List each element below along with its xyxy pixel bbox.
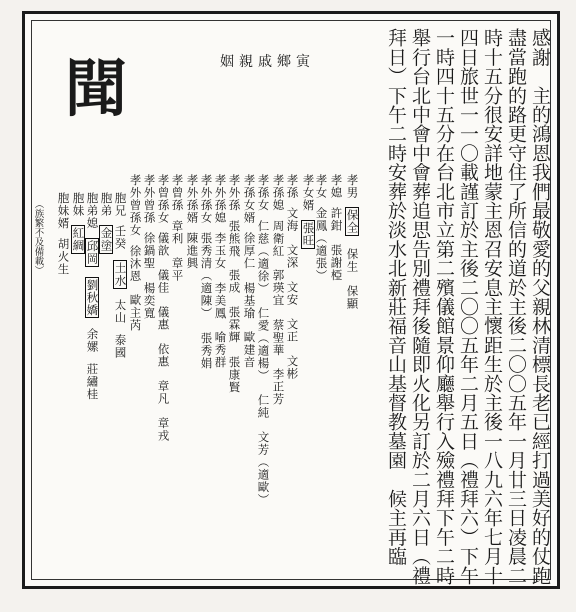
- family-name: 保全: [345, 209, 360, 234]
- family-name: 章凡: [156, 380, 171, 405]
- title-character: 聞: [65, 52, 128, 125]
- relation-label: 孝孫: [285, 174, 300, 199]
- announcement-column: 時十五分很安詳地蒙主恩召安息主懷距生於主後一八九六年七月十: [481, 28, 503, 585]
- relation-label: 胞兄: [113, 192, 128, 217]
- announcement-column: 感謝 主的鴻恩我們最敬愛的父親林清標長老已經打過美好的仗跑: [529, 28, 551, 585]
- relative-name: 余嫘: [85, 328, 100, 353]
- family-name: 文深: [285, 244, 300, 269]
- relative-column: [99, 192, 113, 264]
- family-name: 仁慈（適徐）: [256, 219, 271, 295]
- family-name: 張霖輝: [227, 306, 242, 344]
- family-name: 張旺: [301, 221, 316, 247]
- relation-label: 孝女婿: [301, 174, 316, 212]
- announcement-column: 拜日）下午二時安葬於淡水北新莊福音山基督教墓園 候主再臨: [385, 28, 407, 566]
- obituary-frame: [22, 11, 560, 589]
- relation-label: 孝孫女: [256, 174, 271, 212]
- family-name: 仁純: [256, 393, 271, 419]
- relation-label: 孝孫女婿: [242, 174, 257, 224]
- relation-label: 孝外曾孫: [142, 174, 157, 224]
- family-name: 歐建音: [242, 331, 257, 369]
- note-text: （族繁不及備載）: [32, 199, 44, 275]
- family-column: [301, 174, 315, 261]
- announcement-column: 盡當跑的路更守住了所信的道於主後二〇〇五年一月廿三日凌晨二: [505, 28, 527, 585]
- family-name: 文彬: [285, 355, 300, 380]
- relative-column: [85, 192, 99, 411]
- relation-label: 孝外孫婿: [185, 174, 200, 224]
- family-name: 張秀清（適陳）: [199, 232, 214, 320]
- family-column: [286, 174, 298, 392]
- family-name: 章平: [170, 256, 185, 282]
- relation-label: 孝媳: [329, 174, 344, 199]
- family-column: [315, 174, 327, 294]
- family-name: 張熊飛: [227, 219, 242, 257]
- relation-label: 孝外孫媳: [213, 174, 228, 224]
- relation-label: 孝男: [345, 174, 360, 199]
- family-column: [157, 174, 169, 454]
- relation-label: 孝女: [314, 174, 329, 199]
- family-name: 楊基瑜: [242, 281, 257, 319]
- family-name: 文正: [285, 318, 300, 343]
- family-name: 儀佳: [156, 269, 171, 294]
- family-name: 張成: [227, 269, 242, 294]
- family-column: [272, 174, 284, 418]
- family-name: 金鳳（適張）: [314, 207, 329, 282]
- family-name: 文安: [285, 281, 300, 306]
- family-name: 喻秀群: [213, 331, 228, 369]
- relative-name: 壬癸: [113, 225, 128, 250]
- family-name: 章利: [170, 219, 185, 245]
- family-column: [257, 174, 269, 518]
- relation-label: 孝孫媳: [271, 174, 286, 212]
- relative-name: 胡火生: [56, 237, 71, 275]
- family-name: 儀惠: [156, 306, 171, 331]
- announcement-column: 四日旅世一一〇載謹訂於主後二〇〇五年二月五日（禮拜六）下午: [457, 28, 479, 585]
- relative-name: 太山: [113, 299, 128, 324]
- family-column: [214, 174, 226, 381]
- family-name: 李美鳳: [213, 281, 228, 319]
- relation-label: 孝外曾孫女: [128, 174, 143, 237]
- family-column: [330, 174, 342, 294]
- family-name: 文芳（適歐）: [256, 430, 271, 506]
- family-name: 李正芳: [271, 368, 286, 406]
- announcement-column: 一時四十五分在台北市立第二殯儀館景仰廳舉行入殮禮拜下午二時: [433, 28, 455, 585]
- relation-label: 胞妹婿: [56, 192, 71, 230]
- family-name: 許鉗: [329, 207, 344, 232]
- family-name: 徐厚仁: [242, 232, 257, 270]
- family-name: 歐主芮: [128, 294, 143, 332]
- family-column: [228, 174, 240, 405]
- relative-name: 邱岡: [85, 239, 100, 265]
- family-name: 徐鍋聖: [142, 232, 157, 270]
- relative-name: 莊繡桂: [85, 363, 100, 401]
- header-label: 姻親戚鄉寅: [220, 54, 315, 70]
- family-name: 郭瑛宜: [271, 269, 286, 307]
- relative-name: 土水: [113, 262, 128, 287]
- family-name: 周衛紅: [271, 219, 286, 257]
- relation-label: 胞妹: [71, 192, 86, 217]
- relation-label: 孝曾孫: [170, 174, 185, 212]
- relation-label: 孝曾孫女: [156, 174, 171, 224]
- relative-column: [71, 192, 85, 264]
- relation-label: 胞弟: [99, 192, 114, 217]
- family-name: 依惠: [156, 343, 171, 368]
- family-name: 李玉女: [213, 232, 228, 270]
- relation-label: 孝外孫女: [199, 174, 214, 224]
- family-name: 徐沐恩: [128, 244, 143, 282]
- relative-name: 紅綢: [71, 227, 86, 252]
- family-name: 張秀娟: [199, 331, 214, 369]
- family-name: 文海: [285, 207, 300, 232]
- family-column: [345, 174, 359, 322]
- family-name: 仁愛（適楊）: [256, 306, 271, 382]
- family-column: [200, 174, 212, 381]
- family-name: 章戎: [156, 417, 171, 442]
- relative-column: [57, 192, 69, 285]
- relation-label: 孝外孫: [227, 174, 242, 212]
- family-column: [129, 174, 141, 344]
- family-name: 陳進興: [185, 232, 200, 270]
- family-name: 儀歆: [156, 232, 171, 257]
- family-name: 楊奕寬: [142, 281, 157, 319]
- family-name: 張康賢: [227, 355, 242, 393]
- family-name: 張謝椏: [329, 244, 344, 282]
- family-column: [186, 174, 198, 282]
- relation-label: 胞弟媳: [85, 192, 100, 230]
- family-column: [143, 174, 155, 331]
- relative-name: 泰國: [113, 334, 128, 359]
- family-name: 保生: [345, 248, 360, 273]
- relative-column: [113, 192, 127, 369]
- relative-name: 劉秋嬌: [85, 278, 100, 316]
- family-column: [243, 174, 255, 381]
- relative-name: 金塗: [99, 227, 114, 252]
- announcement-column: 舉行台北中會中會葬追思告別禮拜後隨即火化另訂於二月六日（禮: [409, 28, 431, 585]
- family-name: 蔡聖華: [271, 318, 286, 356]
- family-column: [171, 174, 183, 294]
- family-name: 保顯: [345, 285, 360, 310]
